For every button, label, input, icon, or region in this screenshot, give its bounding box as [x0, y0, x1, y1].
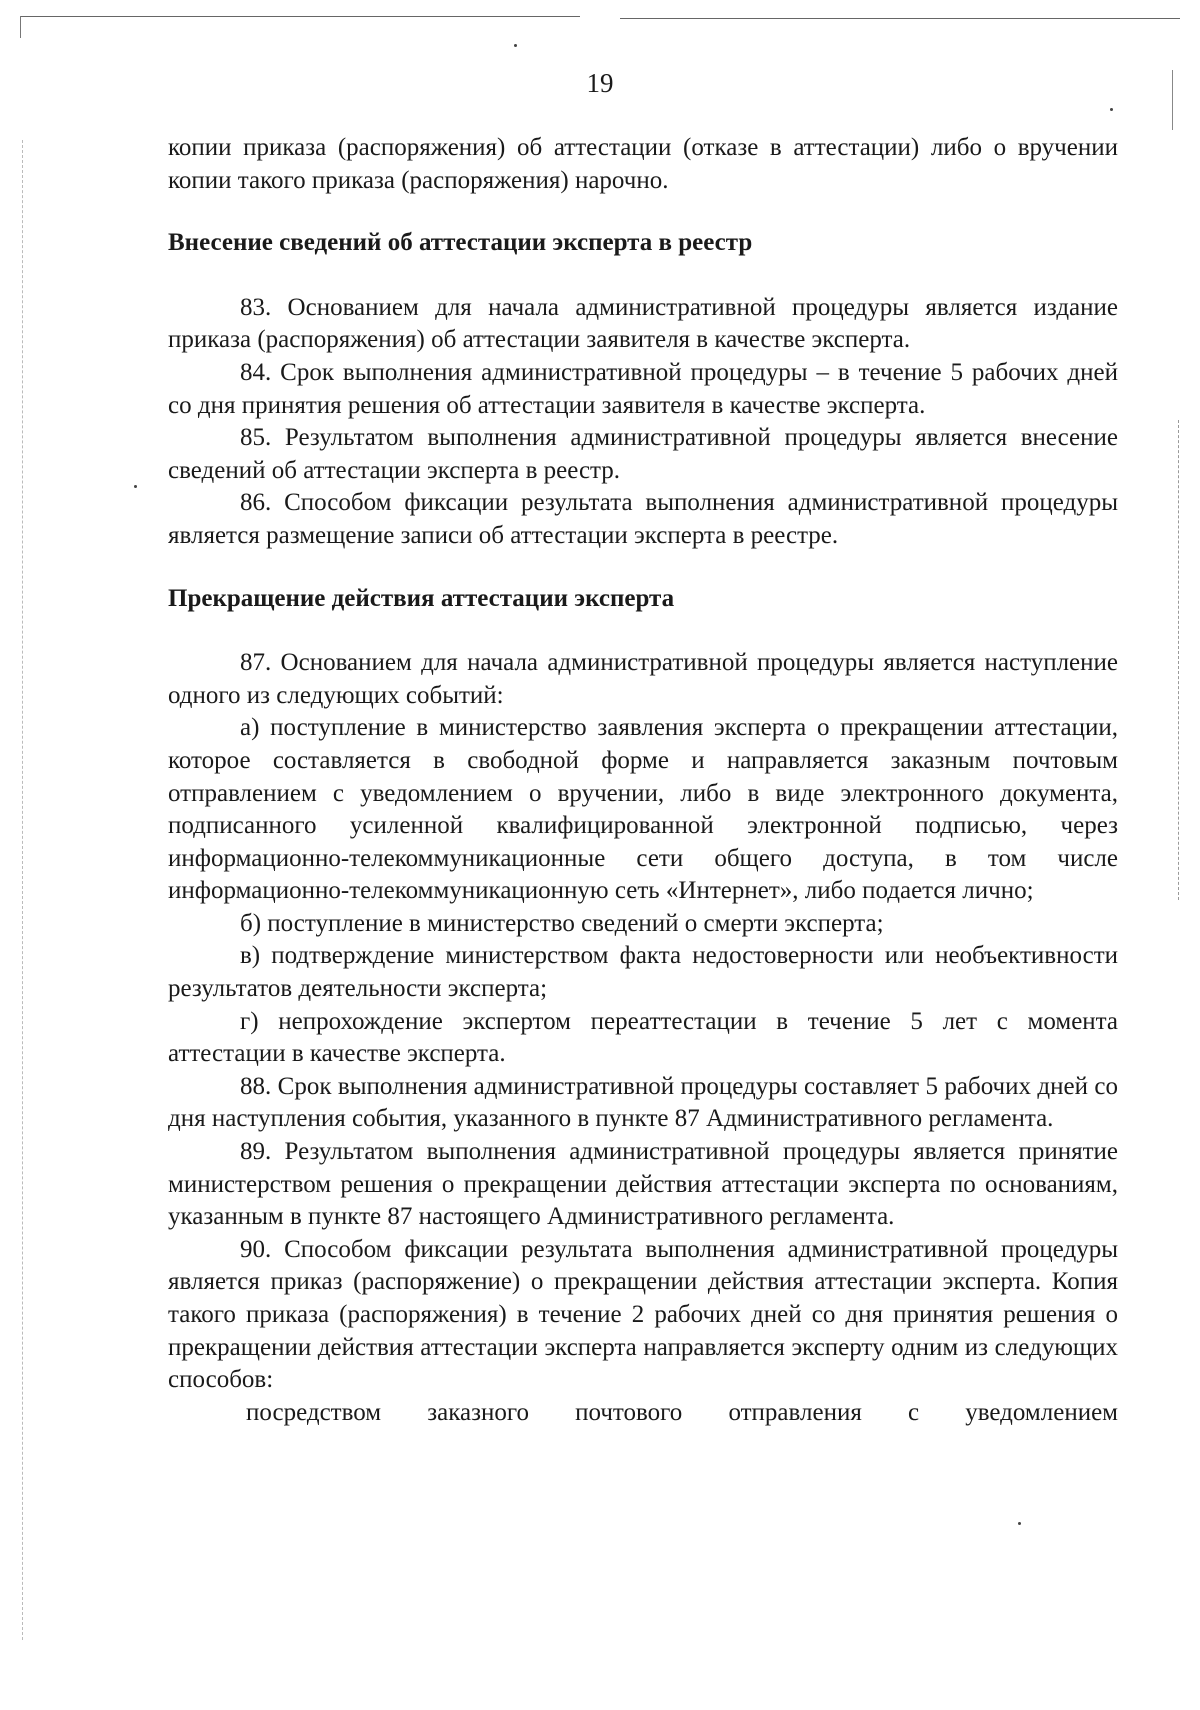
scan-speck — [1018, 1522, 1021, 1525]
paragraph-89: 89. Результатом выполнения административной процедуры является принятие министерством решения о прекращении действия аттестации эксперта по основаниям, указанным в пункте 87 настоящего Административного регламента. — [168, 1138, 1118, 1231]
paragraph-90: 90. Способом фиксации результата выполнения административной процедуры является приказ (распоряжение) о прекращении действия аттестации эксперта. Копия такого приказа (распоряжения) в течение 2 рабочих дней со дня принятия решения о прекращении действия аттестации эксперта направляется эксперту одним из следующих способов: — [168, 1235, 1118, 1394]
paragraph-87-b: б) поступление в министерство сведений о смерти эксперта; — [240, 909, 884, 937]
paragraph-86: 86. Способом фиксации результата выполнения административной процедуры является размещение записи об аттестации эксперта в реестре. — [168, 489, 1118, 549]
paragraph-87-a: а) поступление в министерство заявления эксперта о прекращении аттестации, которое составляется в свободной форме и направляется заказным почтовым отправлением с уведомлением о вручении, либо в виде электронного документа, подписанного усиленной квалифицированной электронной подписью, через информационно-телекоммуникационные сети общего доступа, в том числе информационно-телекоммуникационную сеть «Интернет», либо подается лично; — [168, 714, 1118, 905]
intro-continuation: копии приказа (распоряжения) об аттестации (отказе в аттестации) либо о вручении копии такого приказа (распоряжения) нарочно. — [168, 134, 1118, 194]
scan-speck — [134, 485, 137, 488]
paragraph-85: 85. Результатом выполнения административной процедуры является внесение сведений об аттестации эксперта в реестр. — [168, 424, 1118, 484]
scan-border-right-dashed — [1178, 420, 1179, 900]
scan-border-top-right — [620, 18, 1180, 19]
paragraph-83: 83. Основанием для начала административной процедуры является издание приказа (распоряжения) об аттестации заявителя в качестве эксперта. — [168, 293, 1118, 354]
section-heading-termination: Прекращение действия аттестации эксперта — [168, 584, 675, 612]
scan-speck — [1110, 108, 1113, 111]
page-number: 19 — [586, 68, 614, 98]
paragraph-90-method: посредством заказного почтового отправления с уведомлением — [246, 1398, 1118, 1426]
scan-border-left-dashed — [22, 140, 23, 1640]
scan-speck — [514, 44, 517, 47]
document-body — [168, 132, 1118, 1429]
paragraph-87-c: в) подтверждение министерством факта недостоверности или необъективности результатов деятельности эксперта; — [168, 942, 1118, 1003]
section-heading-registry: Внесение сведений об аттестации эксперта в реестр — [168, 229, 753, 257]
paragraph-84: 84. Срок выполнения административной процедуры – в течение 5 рабочих дней со дня принятия решения об аттестации заявителя в качестве эксперта. — [168, 358, 1118, 419]
scan-border-top-left — [20, 16, 580, 17]
paragraph-87-d: г) непрохождение экспертом переаттестации в течение 5 лет с момента аттестации в качестве эксперта. — [168, 1007, 1118, 1068]
paragraph-87: 87. Основанием для начала административной процедуры является наступление одного из следующих событий: — [168, 649, 1118, 709]
scan-border-left — [20, 16, 21, 38]
paragraph-88: 88. Срок выполнения административной процедуры составляет 5 рабочих дней со дня наступления события, указанного в пункте 87 Административного регламента. — [168, 1072, 1118, 1133]
